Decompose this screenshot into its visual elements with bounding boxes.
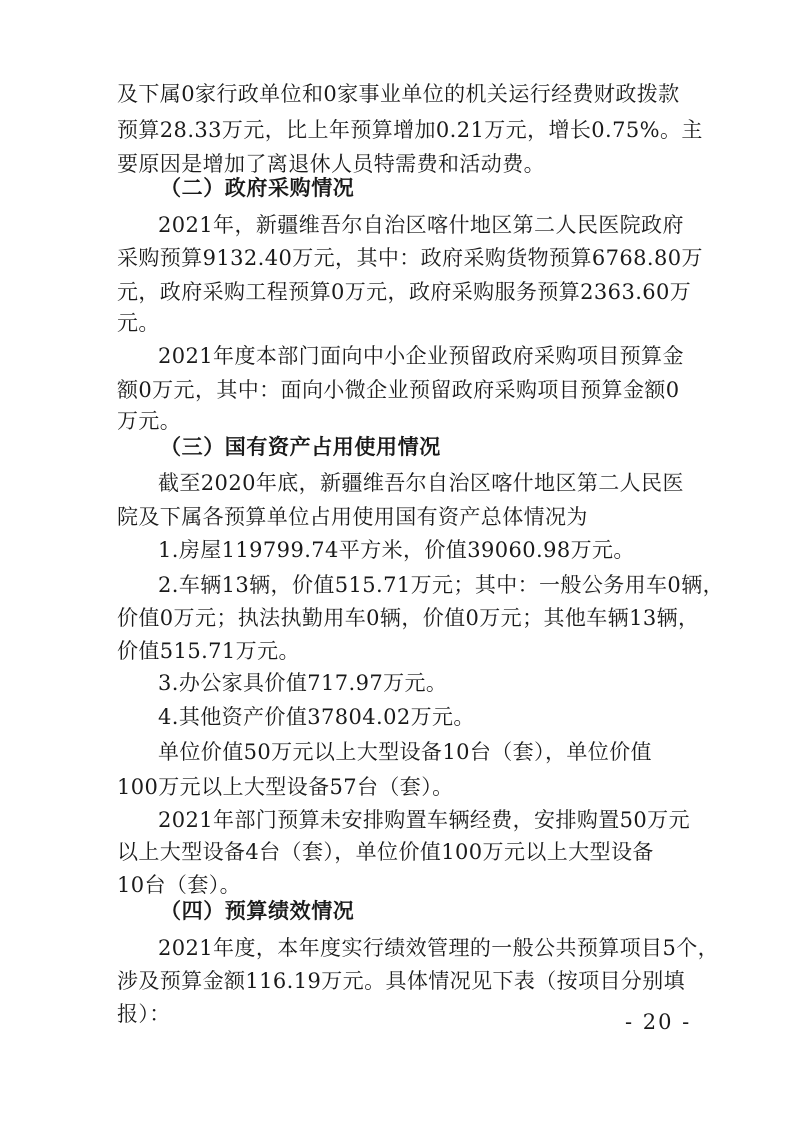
paragraph-line: 10台（套）。: [117, 873, 242, 897]
list-item: 3.办公家具价值717.97万元。: [158, 671, 448, 695]
paragraph-line: 元。: [117, 311, 160, 335]
paragraph-line: 2021年，新疆维吾尔自治区喀什地区第二人民医院政府: [158, 213, 684, 237]
paragraph-line: 单位价值50万元以上大型设备10台（套），单位价值: [158, 740, 652, 764]
list-item: 1.房屋119799.74平方米，价值39060.98万元。: [158, 538, 635, 562]
paragraph-line: 要原因是增加了离退休人员特需费和活动费。: [117, 152, 545, 176]
section-heading-performance: （四）预算绩效情况: [160, 899, 355, 923]
paragraph-line: 2021年度本部门面向中小企业预留政府采购项目预算金: [158, 344, 684, 368]
paragraph-line: 元，政府采购工程预算0万元，政府采购服务预算2363.60万: [117, 280, 692, 304]
section-heading-state-assets: （三）国有资产占用使用情况: [160, 435, 441, 459]
paragraph-line: 价值515.71万元。: [117, 639, 300, 663]
paragraph-line: 额0万元，其中：面向小微企业预留政府采购项目预算金额0: [117, 378, 680, 402]
paragraph-line: 及下属0家行政单位和0家事业单位的机关运行经费财政拨款: [117, 82, 680, 106]
list-item: 4.其他资产价值37804.02万元。: [158, 705, 475, 729]
paragraph-line: 价值0万元；执法执勤用车0辆，价值0万元；其他车辆13辆，: [117, 606, 700, 630]
paragraph-line: 2021年度，本年度实行绩效管理的一般公共预算项目5个，: [158, 936, 720, 960]
paragraph-line: 100万元以上大型设备57台（套）。: [117, 775, 454, 799]
paragraph-line: 预算28.33万元，比上年预算增加0.21万元，增长0.75%。主: [117, 118, 703, 142]
paragraph-line: 采购预算9132.40万元，其中：政府采购货物预算6768.80万: [117, 246, 703, 270]
section-heading-government-procurement: （二）政府采购情况: [160, 176, 355, 200]
paragraph-line: 截至2020年底，新疆维吾尔自治区喀什地区第二人民医: [158, 471, 684, 495]
page-number: - 20 -: [625, 1010, 692, 1034]
paragraph-line: 报）：: [117, 1002, 171, 1026]
paragraph-line: 以上大型设备4台（套），单位价值100万元以上大型设备: [117, 840, 654, 864]
paragraph-line: 2021年部门预算未安排购置车辆经费，安排购置50万元: [158, 808, 690, 832]
paragraph-line: 万元。: [117, 409, 182, 433]
list-item: 2.车辆13辆，价值515.71万元；其中：一般公务用车0辆，: [158, 573, 724, 597]
paragraph-line: 涉及预算金额116.19万元。具体情况见下表（按项目分别填: [117, 969, 686, 993]
paragraph-line: 院及下属各预算单位占用使用国有资产总体情况为: [117, 505, 588, 529]
